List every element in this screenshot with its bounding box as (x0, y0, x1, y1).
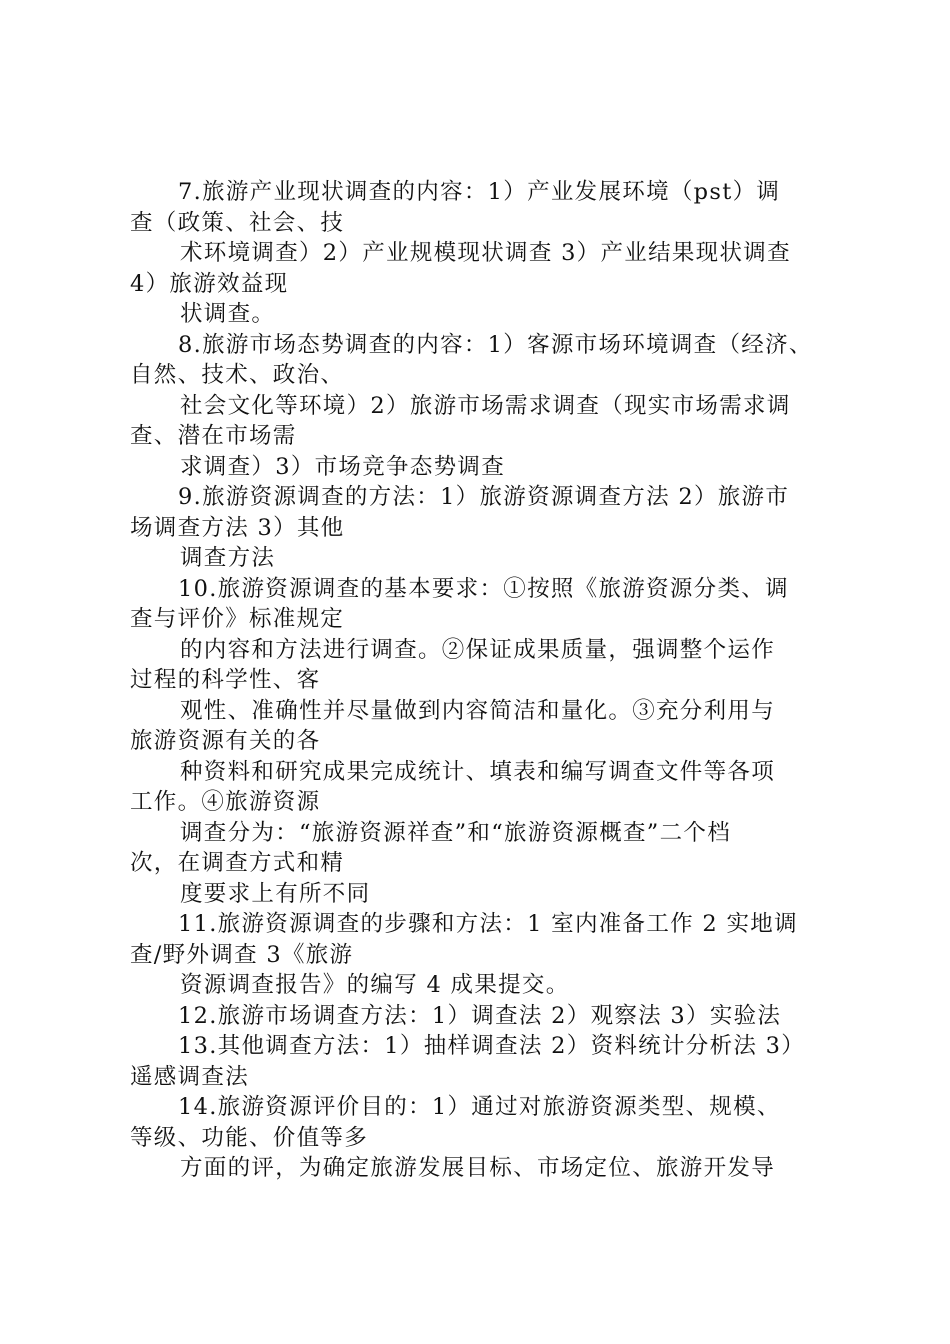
text-line: 查、潜在市场需 (130, 423, 297, 449)
text-line: 方面的评，为确定旅游发展目标、市场定位、旅游开发导 (180, 1155, 776, 1181)
text-line: 10.旅游资源调查的基本要求：①按照《旅游资源分类、调 (178, 575, 789, 602)
text-line: 4）旅游效益现 (130, 270, 289, 297)
text-line: 9.旅游资源调查的方法：1）旅游资源调查方法 2）旅游市 (178, 484, 790, 510)
text-line: 旅游资源有关的各 (130, 728, 321, 754)
text-line: 过程的科学性、客 (130, 667, 321, 693)
text-line: 查/野外调查 3《旅游 (130, 941, 354, 968)
text-line: 求调查）3）市场竞争态势调查 (180, 453, 506, 480)
text-line: 度要求上有所不同 (180, 880, 371, 907)
text-line: 工作。④旅游资源 (130, 789, 321, 815)
text-line: 调查方法 (180, 545, 276, 571)
text-line: 次，在调查方式和精 (130, 850, 345, 876)
text-line: 社会文化等环境）2）旅游市场需求调查（现实市场需求调 (180, 392, 791, 419)
text-line: 自然、技术、政治、 (130, 362, 345, 388)
text-line: 11.旅游资源调查的步骤和方法：1 室内准备工作 2 实地调 (178, 911, 798, 937)
text-line: 遥感调查法 (130, 1063, 250, 1090)
text-line: 查（政策、社会、技 (130, 209, 345, 236)
text-line: 调查分为：“旅游资源祥查”和“旅游资源概查”二个档 (180, 819, 732, 846)
text-line: 术环境调查）2）产业规模现状调查 3）产业结果现状调查 (180, 240, 791, 266)
text-line: 的内容和方法进行调查。②保证成果质量，强调整个运作 (180, 636, 776, 663)
text-line: 场调查方法 3）其他 (130, 514, 345, 541)
text-line: 等级、功能、价值等多 (130, 1124, 369, 1151)
text-line: 12.旅游市场调查方法：1）调查法 2）观察法 3）实验法 (178, 1002, 782, 1029)
text-line: 状调查。 (180, 301, 276, 327)
document-body (130, 177, 835, 1184)
text-line: 14.旅游资源评价目的：1）通过对旅游资源类型、规模、 (178, 1094, 781, 1120)
text-line: 查与评价》标准规定 (130, 606, 345, 632)
text-line: 13.其他调查方法：1）抽样调查法 2）资料统计分析法 3） (178, 1033, 806, 1059)
text-line: 7.旅游产业现状调查的内容：1）产业发展环境（pst）调 (178, 179, 781, 205)
text-line: 8.旅游市场态势调查的内容：1）客源市场环境调查（经济、 (178, 331, 813, 358)
text-line: 资源调查报告》的编写 4 成果提交。 (180, 972, 570, 998)
text-line: 种资料和研究成果完成统计、填表和编写调查文件等各项 (180, 758, 776, 785)
text-line: 观性、准确性并尽量做到内容简洁和量化。③充分利用与 (180, 697, 776, 724)
